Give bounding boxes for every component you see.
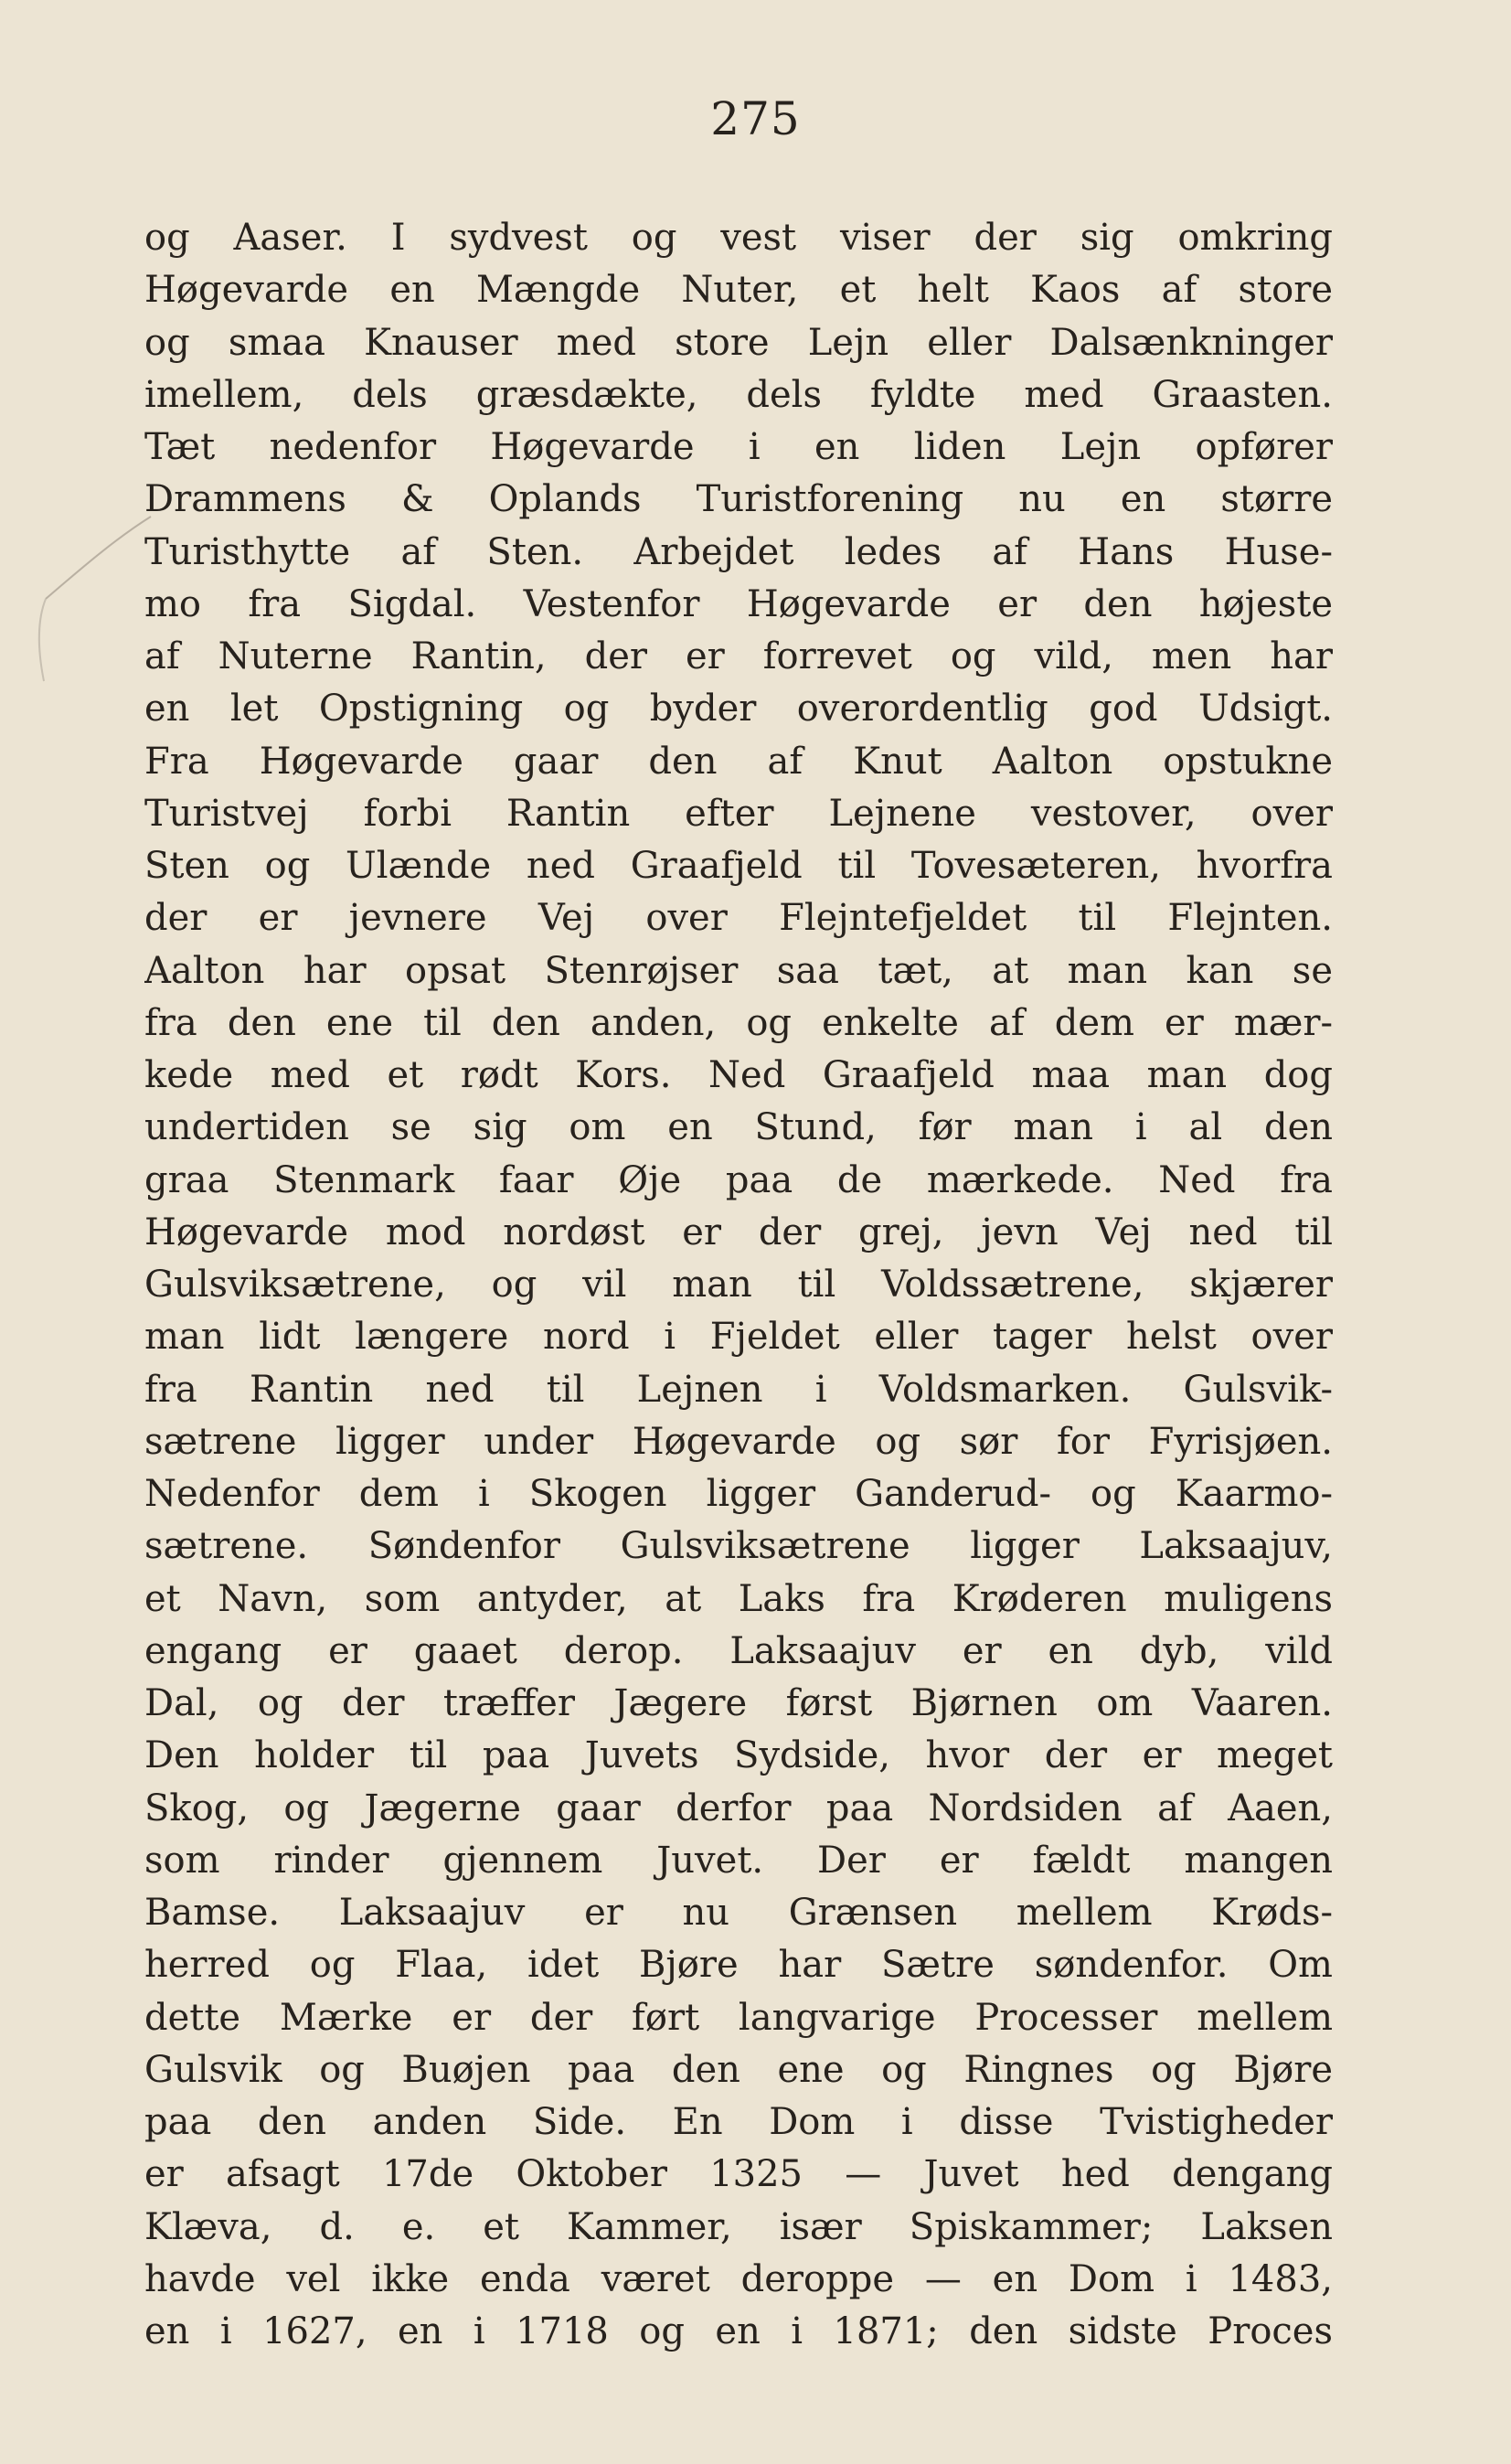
text-line: et Navn, som antyder, at Laks fra Krøderen muligens xyxy=(144,1577,1333,1620)
text-line: Skog, og Jægerne gaar derfor paa Nordsiden af Aaen, xyxy=(144,1787,1333,1829)
text-line: undertiden se sig om en Stund, før man i al den xyxy=(144,1106,1333,1149)
text-line: Fra Høgevarde gaar den af Knut Aalton opstukne xyxy=(144,740,1333,783)
body-text xyxy=(144,212,1333,2358)
text-line: dette Mærke er der ført langvarige Processer mellem xyxy=(144,1996,1333,2039)
text-line: graa Stenmark faar Øje paa de mærkede. Ned fra xyxy=(144,1158,1333,1201)
text-line: Tæt nedenfor Høgevarde i en liden Lejn opfører xyxy=(144,426,1333,468)
text-line: sætrene. Søndenfor Gulsviksætrene ligger Laksaajuv, xyxy=(144,1525,1333,1568)
text-line: man lidt længere nord i Fjeldet eller tager helst over xyxy=(144,1316,1333,1359)
text-line: Turisthytte af Sten. Arbejdet ledes af Hans Huse- xyxy=(144,530,1333,573)
page-number: 275 xyxy=(710,92,801,145)
text-line: Nedenfor dem i Skogen ligger Ganderud- og Kaarmo- xyxy=(144,1473,1333,1515)
text-line: en i 1627, en i 1718 og en i 1871; den sidste Proces xyxy=(144,2310,1333,2352)
text-line: herred og Flaa, idet Bjøre har Sætre søndenfor. Om xyxy=(144,1944,1333,1987)
text-line: der er jevnere Vej over Flejntefjeldet til Flejnten. xyxy=(144,897,1333,940)
text-line: fra Rantin ned til Lejnen i Voldsmarken. Gulsvik- xyxy=(144,1368,1333,1411)
text-line: Drammens & Oplands Turistforening nu en større xyxy=(144,478,1333,521)
text-line: Dal, og der træffer Jægere først Bjørnen om Vaaren. xyxy=(144,1682,1333,1724)
text-line: af Nuterne Rantin, der er forrevet og vild, men har xyxy=(144,635,1333,677)
text-line: Gulsviksætrene, og vil man til Voldssætrene, skjærer xyxy=(144,1264,1333,1306)
text-line: som rinder gjennem Juvet. Der er fældt mangen xyxy=(144,1839,1333,1882)
text-line: Sten og Ulænde ned Graafjeld til Tovesæteren, hvorfra xyxy=(144,845,1333,887)
text-line: en let Opstigning og byder overordentlig god Udsigt. xyxy=(144,688,1333,731)
text-line: kede med et rødt Kors. Ned Graafjeld maa man dog xyxy=(144,1054,1333,1096)
text-line: og smaa Knauser med store Lejn eller Dalsænkninger xyxy=(144,321,1333,364)
text-line: mo fra Sigdal. Vestenfor Høgevarde er den højeste xyxy=(144,582,1333,625)
text-line: engang er gaaet derop. Laksaajuv er en dyb, vild xyxy=(144,1629,1333,1672)
text-line: Bamse. Laksaajuv er nu Grænsen mellem Krøds- xyxy=(144,1892,1333,1934)
text-line: Klæva, d. e. et Kammer, især Spiskammer; Laksen xyxy=(144,2205,1333,2248)
text-line: fra den ene til den anden, og enkelte af dem er mær- xyxy=(144,1001,1333,1044)
text-line: Turistvej forbi Rantin efter Lejnene vestover, over xyxy=(144,792,1333,835)
text-line: sætrene ligger under Høgevarde og sør for Fyrisjøen. xyxy=(144,1420,1333,1463)
text-line: Høgevarde mod nordøst er der grej, jevn Vej ned til xyxy=(144,1211,1333,1253)
text-line: Gulsvik og Buøjen paa den ene og Ringnes og Bjøre xyxy=(144,2048,1333,2091)
text-line: imellem, dels græsdækte, dels fyldte med Graasten. xyxy=(144,373,1333,416)
text-line: Aalton har opsat Stenrøjser saa tæt, at man kan se xyxy=(144,949,1333,992)
text-line: havde vel ikke enda været deroppe — en Dom i 1483, xyxy=(144,2257,1333,2300)
text-line: og Aaser. I sydvest og vest viser der sig omkring xyxy=(144,217,1333,259)
text-line: paa den anden Side. En Dom i disse Tvistigheder xyxy=(144,2101,1333,2143)
text-line: Den holder til paa Juvets Sydside, hvor der er meget xyxy=(144,1734,1333,1777)
pencil-mark xyxy=(27,507,155,690)
text-line: Høgevarde en Mængde Nuter, et helt Kaos af store xyxy=(144,269,1333,312)
text-line: er afsagt 17de Oktober 1325 — Juvet hed dengang xyxy=(144,2153,1333,2196)
